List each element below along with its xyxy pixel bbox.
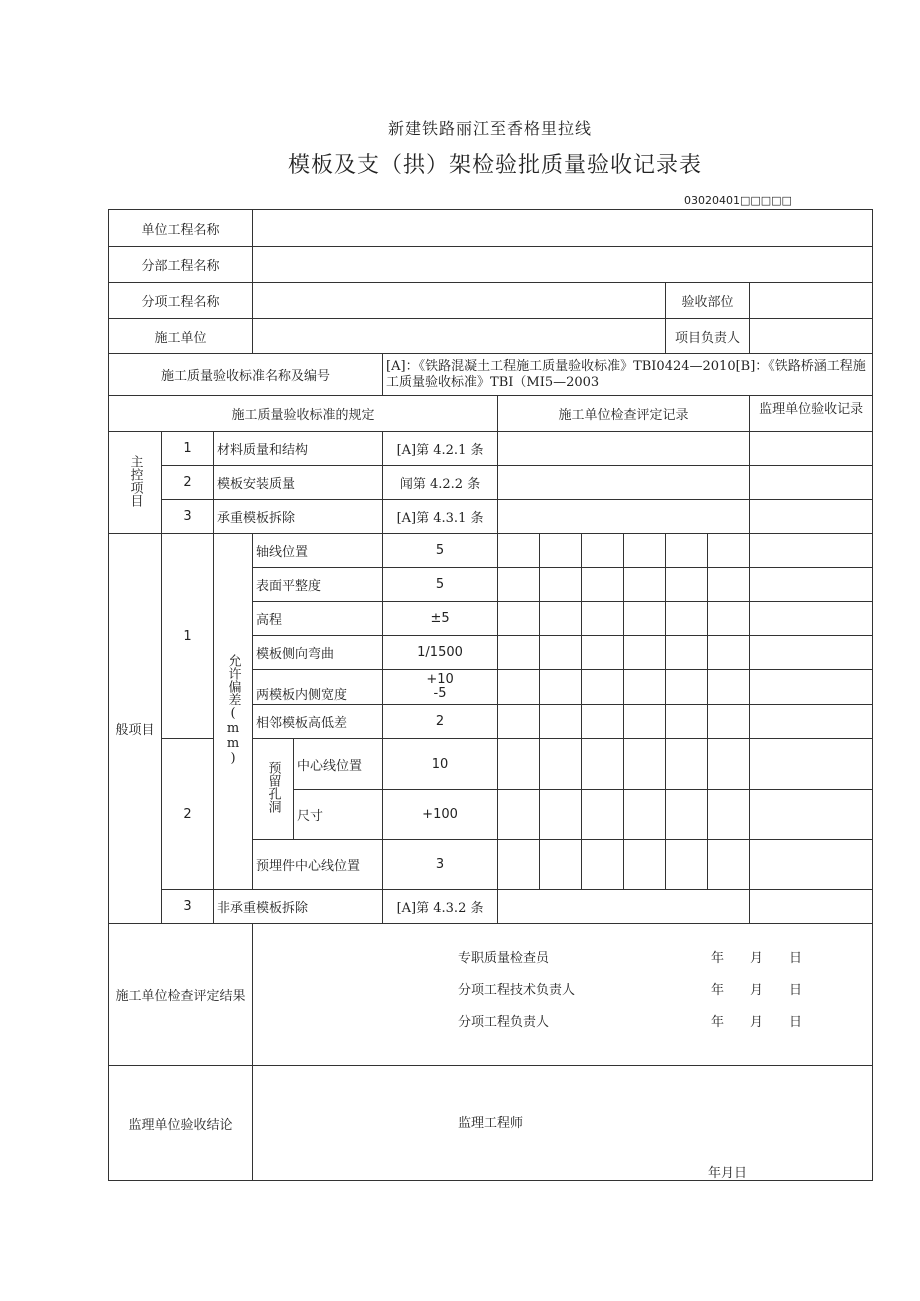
contractor-result-area[interactable] — [253, 924, 873, 1066]
inspection-form-table — [108, 209, 873, 1181]
contractor-result-label: 施工单位检查评定结果 — [109, 924, 253, 1066]
supervisor-cell[interactable] — [750, 790, 873, 840]
measure-cell[interactable] — [582, 840, 624, 890]
measure-cell[interactable] — [666, 790, 708, 840]
measure-cell[interactable] — [666, 840, 708, 890]
general-item-3-name: 非承重模板拆除 — [214, 890, 383, 924]
main-item-name: 材料质量和结构 — [214, 432, 383, 466]
measure-cell[interactable] — [498, 739, 540, 790]
general-row-axis — [109, 534, 873, 568]
supervisor-cell[interactable] — [750, 840, 873, 890]
tolerance-item-name: 两模板内侧宽度 — [253, 670, 383, 705]
supervision-label: 监理单位验收结论 — [109, 1066, 253, 1181]
measure-cell[interactable] — [666, 705, 708, 739]
tolerance-value-upper: +10 — [426, 672, 454, 687]
inspector-label: 专职质量检查员 — [458, 951, 550, 966]
section-header-row — [109, 396, 873, 432]
measure-cell[interactable] — [582, 790, 624, 840]
measure-cell[interactable] — [498, 568, 540, 602]
tolerance-item-name: 轴线位置 — [253, 534, 383, 568]
division-project-label: 分部工程名称 — [109, 247, 253, 283]
main-item-no: 1 — [162, 432, 214, 466]
measure-cell[interactable] — [498, 670, 540, 705]
supervisor-cell[interactable] — [750, 739, 873, 790]
measure-cell[interactable] — [624, 568, 666, 602]
unit-project-value[interactable] — [253, 210, 873, 247]
measure-cell[interactable] — [582, 534, 624, 568]
subitem-project-value[interactable] — [253, 283, 666, 319]
measure-cell[interactable] — [540, 670, 582, 705]
main-item-supervisor[interactable] — [750, 432, 873, 466]
measure-cell[interactable] — [624, 840, 666, 890]
supervisor-cell[interactable] — [750, 568, 873, 602]
tolerance-item-name: 尺寸 — [294, 790, 383, 840]
measure-cell[interactable] — [666, 739, 708, 790]
measure-cell[interactable] — [624, 705, 666, 739]
measure-cell[interactable] — [666, 602, 708, 636]
main-item-name: 承重模板拆除 — [214, 500, 383, 534]
tolerance-value: 5 — [383, 568, 498, 602]
tolerance-item-name: 中心线位置 — [294, 739, 383, 790]
tolerance-value: 3 — [383, 840, 498, 890]
main-item-record[interactable] — [498, 466, 750, 500]
measure-cell[interactable] — [708, 790, 750, 840]
supervisor-cell[interactable] — [750, 705, 873, 739]
contractor-result-row — [109, 924, 873, 1066]
supervisor-cell[interactable] — [750, 602, 873, 636]
measure-cell[interactable] — [498, 534, 540, 568]
construction-unit-value[interactable] — [253, 319, 666, 354]
measure-cell[interactable] — [666, 670, 708, 705]
main-item-ref: [A]第 4.3.1 条 — [383, 500, 498, 534]
main-item-record[interactable] — [498, 432, 750, 466]
tolerance-value: ±5 — [383, 602, 498, 636]
main-item-no: 3 — [162, 500, 214, 534]
tolerance-value-lower: -5 — [433, 686, 447, 701]
tolerance-item-name: 预埋件中心线位置 — [253, 840, 383, 890]
tolerance-value: 10 — [383, 739, 498, 790]
main-control-row-1 — [109, 432, 873, 466]
acceptance-part-label: 验收部位 — [666, 283, 750, 319]
measure-cell[interactable] — [666, 636, 708, 670]
standard-label: 施工质量验收标准名称及编号 — [109, 354, 383, 396]
measure-cell[interactable] — [498, 636, 540, 670]
subitem-lead-label: 分项工程负责人 — [458, 1015, 550, 1030]
contractor-record-header: 施工单位检查评定记录 — [498, 396, 750, 432]
tolerance-item-name: 模板侧向弯曲 — [253, 636, 383, 670]
measure-cell[interactable] — [666, 568, 708, 602]
supervising-engineer-label: 监理工程师 — [458, 1116, 524, 1131]
tolerance-value: 5 — [383, 534, 498, 568]
measure-cell[interactable] — [498, 602, 540, 636]
tolerance-item-name: 表面平整度 — [253, 568, 383, 602]
main-item-supervisor[interactable] — [750, 466, 873, 500]
general-item-3-ref: [A]第 4.3.2 条 — [383, 890, 498, 924]
tolerance-item-name: 高程 — [253, 602, 383, 636]
supervisor-cell[interactable] — [750, 890, 873, 924]
date-day: 日 — [789, 951, 803, 966]
document-subtitle: 新建铁路丽江至香格里拉线 — [387, 119, 592, 138]
main-item-supervisor[interactable] — [750, 500, 873, 534]
main-item-record[interactable] — [498, 500, 750, 534]
standard-value: [A]：《铁路混凝土工程施工质量验收标准》TBI0424—2010[B]：《铁路桥涵工程施工质量验收标准》TBI（MI5—2003 — [383, 354, 873, 396]
general-item-3-record[interactable] — [498, 890, 750, 924]
measure-cell[interactable] — [498, 790, 540, 840]
measure-cell[interactable] — [708, 705, 750, 739]
reserved-hole-label: 预留孔洞 — [253, 739, 294, 840]
construction-unit-label: 施工单位 — [109, 319, 253, 354]
tolerance-value-range — [383, 670, 498, 705]
supervision-row — [109, 1066, 873, 1181]
measure-cell[interactable] — [708, 568, 750, 602]
info-row-construction — [109, 319, 873, 354]
measure-cell[interactable] — [582, 670, 624, 705]
measure-cell[interactable] — [708, 636, 750, 670]
project-manager-value[interactable] — [750, 319, 873, 354]
general-group-1-no: 1 — [162, 534, 214, 739]
general-items-label: 般项目 — [109, 534, 162, 924]
provisions-header: 施工质量验收标准的规定 — [109, 396, 498, 432]
measure-cell[interactable] — [708, 739, 750, 790]
date-month: 月 — [750, 1015, 764, 1030]
measure-cell[interactable] — [624, 790, 666, 840]
measure-cell[interactable] — [624, 534, 666, 568]
date-year: 年 — [711, 1015, 725, 1030]
info-row-subitem — [109, 283, 873, 319]
info-row-unit — [109, 210, 873, 247]
general-row-nonbearing — [109, 890, 873, 924]
supervisor-record-header: 监理单位验收记录 — [750, 396, 873, 432]
tech-lead-label: 分项工程技术负责人 — [458, 983, 576, 998]
measure-cell[interactable] — [540, 534, 582, 568]
main-item-name: 模板安装质量 — [214, 466, 383, 500]
measure-cell[interactable] — [540, 568, 582, 602]
main-item-ref: 闻第 4.2.2 条 — [383, 466, 498, 500]
measure-cell[interactable] — [582, 602, 624, 636]
tolerance-value: 1/1500 — [383, 636, 498, 670]
tolerance-value: 2 — [383, 705, 498, 739]
acceptance-part-value[interactable] — [750, 283, 873, 319]
measure-cell[interactable] — [666, 534, 708, 568]
measure-cell[interactable] — [708, 840, 750, 890]
unit-project-label: 单位工程名称 — [109, 210, 253, 247]
supervisor-cell[interactable] — [750, 670, 873, 705]
supervision-date: 年月日 — [708, 1166, 748, 1181]
date-day: 日 — [789, 983, 803, 998]
document-title: 模板及支（拱）架检验批质量验收记录表 — [287, 153, 702, 178]
date-year: 年 — [711, 951, 725, 966]
division-project-value[interactable] — [253, 247, 873, 283]
tolerance-label: 允许偏差(mm) — [214, 534, 253, 890]
main-control-label: 主控项目 — [109, 432, 162, 534]
main-item-no: 2 — [162, 466, 214, 500]
measure-cell[interactable] — [624, 670, 666, 705]
measure-cell[interactable] — [624, 739, 666, 790]
date-day: 日 — [789, 1015, 803, 1030]
measure-cell[interactable] — [582, 636, 624, 670]
measure-cell[interactable] — [540, 790, 582, 840]
date-year: 年 — [711, 983, 725, 998]
measure-cell[interactable] — [582, 568, 624, 602]
supervisor-cell[interactable] — [750, 636, 873, 670]
measure-cell[interactable] — [708, 670, 750, 705]
info-row-division — [109, 247, 873, 283]
info-row-standard — [109, 354, 873, 396]
measure-cell[interactable] — [498, 840, 540, 890]
date-month: 月 — [750, 983, 764, 998]
main-control-row-2 — [109, 466, 873, 500]
measure-cell[interactable] — [540, 705, 582, 739]
supervision-area[interactable] — [253, 1066, 873, 1181]
main-item-ref: [A]第 4.2.1 条 — [383, 432, 498, 466]
measure-cell[interactable] — [624, 602, 666, 636]
measure-cell[interactable] — [540, 636, 582, 670]
tolerance-item-name: 相邻模板高低差 — [253, 705, 383, 739]
tolerance-value: +100 — [383, 790, 498, 840]
general-item-3-no: 3 — [162, 890, 214, 924]
measure-cell[interactable] — [498, 705, 540, 739]
general-group-2-no: 2 — [162, 739, 214, 890]
measure-cell[interactable] — [708, 602, 750, 636]
measure-cell[interactable] — [582, 705, 624, 739]
measure-cell[interactable] — [540, 602, 582, 636]
measure-cell[interactable] — [708, 534, 750, 568]
date-month: 月 — [750, 951, 764, 966]
form-code: 03020401□□□□□ — [684, 194, 792, 207]
project-manager-label: 项目负责人 — [666, 319, 750, 354]
measure-cell[interactable] — [624, 636, 666, 670]
measure-cell[interactable] — [582, 739, 624, 790]
subitem-project-label: 分项工程名称 — [109, 283, 253, 319]
measure-cell[interactable] — [540, 840, 582, 890]
supervisor-cell[interactable] — [750, 534, 873, 568]
main-control-row-3 — [109, 500, 873, 534]
measure-cell[interactable] — [540, 739, 582, 790]
